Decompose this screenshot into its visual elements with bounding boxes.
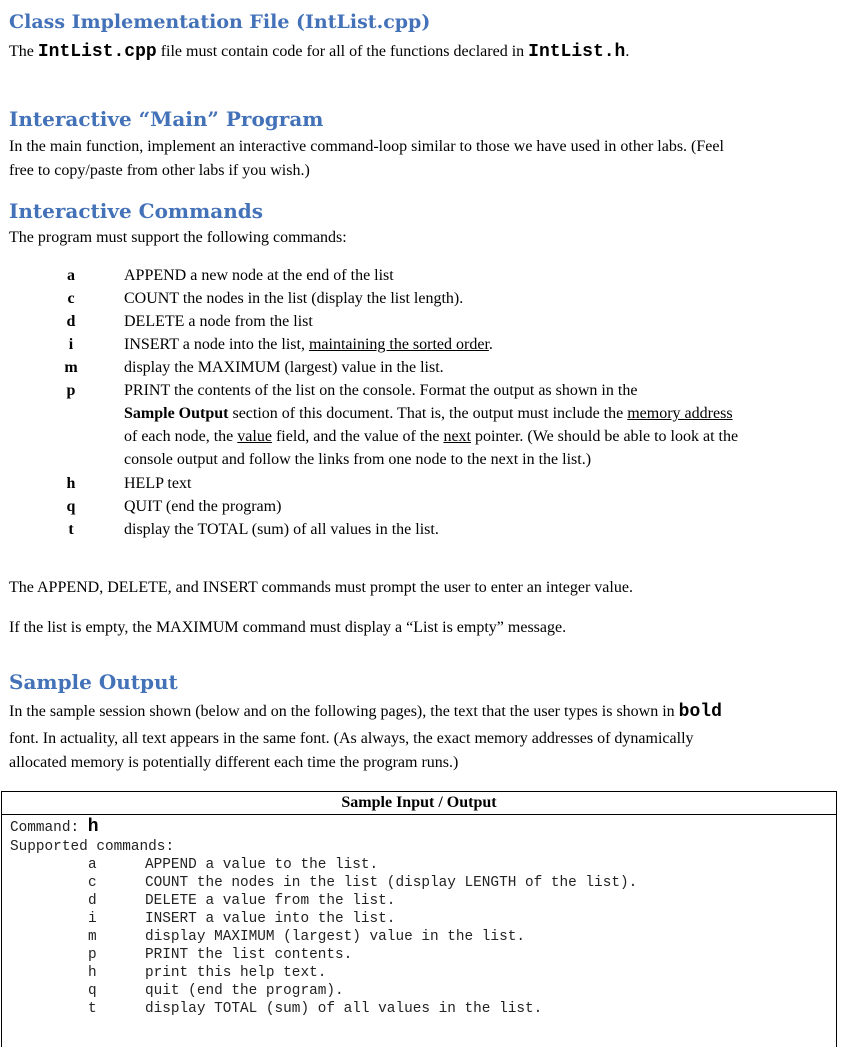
command-desc: COUNT the nodes in the list (display the list length). xyxy=(124,290,464,307)
command-desc: QUIT (end the program) xyxy=(124,498,282,515)
io-user-input: h xyxy=(87,817,99,837)
command-key: h xyxy=(66,475,76,492)
command-desc: APPEND a new node at the end of the list xyxy=(124,267,394,284)
command-key: q xyxy=(66,498,76,515)
paragraph-sample-line-3: allocated memory is potentially different each time the program runs.) xyxy=(9,754,459,771)
heading-sample-output: Sample Output xyxy=(9,670,178,694)
sample-io-box: Sample Input / Output Command: h Supported commands: a APPEND a value to the list. c COUNT the nodes in the list (display LENGTH of the list). d DELETE a value from the list. i INSERT a value into the list. m display MAXIMUM (largest) value in the list. p PRINT the list contents. h print this help text. q quit (end the program). t display TOTAL (sum) of all values in the list. xyxy=(1,791,837,1047)
io-command-prompt: Command: h xyxy=(10,817,99,837)
bold-word: bold xyxy=(678,702,722,722)
paragraph-commands-intro: The program must support the following commands: xyxy=(9,229,347,246)
command-key: a xyxy=(67,267,75,284)
underlined-text: memory address xyxy=(627,405,733,422)
io-supported-commands: Supported commands: xyxy=(10,839,175,855)
underlined-text: maintaining the sorted order xyxy=(308,336,489,353)
code-intlist-h: IntList.h xyxy=(528,42,626,62)
bold-sample-output: Sample Output xyxy=(124,405,229,422)
paragraph-main-line-1: In the main function, implement an interactive command-loop similar to those we have used in other labs. (Feel xyxy=(9,138,724,155)
paragraph-sample-line-1: In the sample session shown (below and on the following pages), the text that the user types is shown in bold xyxy=(9,702,722,722)
paragraph-sample-line-2: font. In actuality, all text appears in the same font. (As always, the exact memory addresses of dynamically xyxy=(9,730,694,747)
sample-io-title: Sample Input / Output xyxy=(2,792,836,815)
note-prompt-integer: The APPEND, DELETE, and INSERT commands must prompt the user to enter an integer value. xyxy=(9,579,633,596)
underlined-text: value xyxy=(237,428,272,445)
command-key: i xyxy=(68,336,74,353)
command-key: d xyxy=(66,313,76,330)
command-key: p xyxy=(66,382,76,399)
heading-class-implementation-file: Class Implementation File (IntList.cpp) xyxy=(9,11,431,33)
heading-interactive-commands: Interactive Commands xyxy=(9,199,264,223)
underlined-text: next xyxy=(443,428,471,445)
paragraph-intlist-cpp: The IntList.cpp file must contain code for all of the functions declared in IntList.h. xyxy=(9,42,630,62)
command-desc: display the TOTAL (sum) of all values in the list. xyxy=(124,521,439,538)
note-list-empty: If the list is empty, the MAXIMUM command must display a “List is empty” message. xyxy=(9,619,567,636)
paragraph-main-line-2: free to copy/paste from other labs if you wish.) xyxy=(9,162,310,179)
command-key: c xyxy=(67,290,75,307)
command-desc: DELETE a node from the list xyxy=(124,313,313,330)
command-key: m xyxy=(64,359,78,376)
command-desc: HELP text xyxy=(124,475,192,492)
command-key: t xyxy=(68,521,74,538)
code-intlist-cpp: IntList.cpp xyxy=(37,42,157,62)
command-desc: INSERT a node into the list, maintaining the sorted order. xyxy=(124,336,493,353)
command-desc: display the MAXIMUM (largest) value in the list. xyxy=(124,359,444,376)
heading-interactive-main-program: Interactive “Main” Program xyxy=(9,107,324,131)
